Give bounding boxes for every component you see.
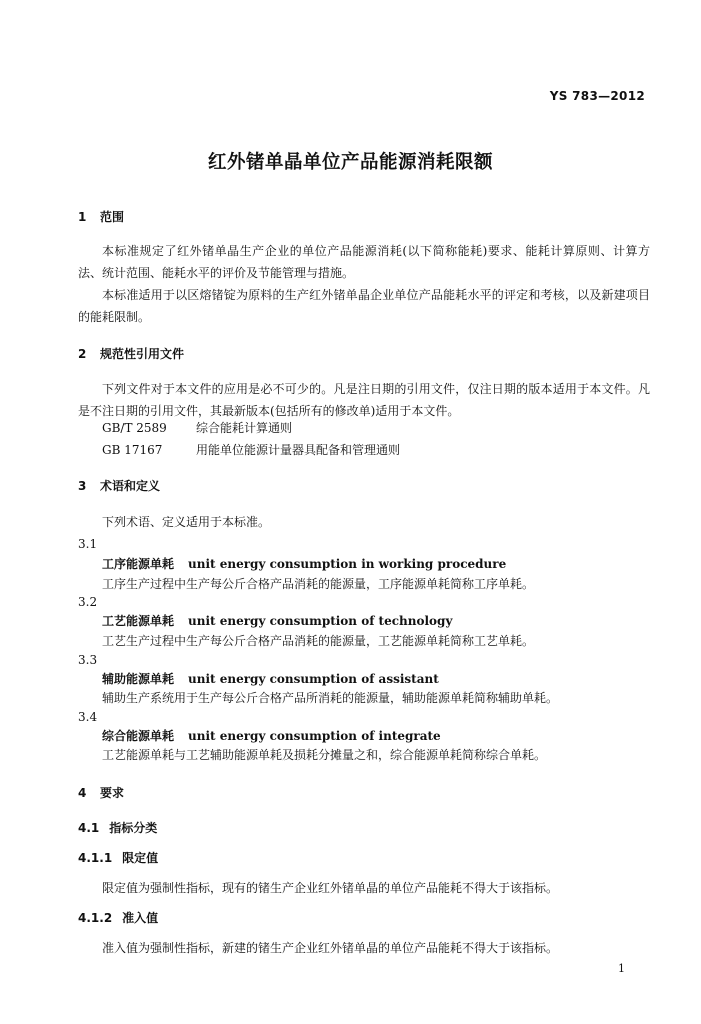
section-title: 术语和定义 (100, 479, 161, 493)
section-title: 范围 (100, 210, 125, 224)
term-english: unit energy consumption in working procedure (188, 557, 507, 571)
section-3-intro: 下列术语、定义适用于本标准。 (102, 515, 271, 529)
reference-item (102, 420, 292, 436)
section-1-paragraph-1: 本标准规定了红外锗单晶生产企业的单位产品能源消耗(以下简称能耗)要求、能耗计算原则、计算方法、统计范围、能耗水平的评价及节能管理与措施。 (78, 244, 650, 280)
section-number: 4 (78, 786, 87, 800)
standard-code: YS 783—2012 (549, 89, 645, 103)
subsection-4-1-1-heading (78, 850, 158, 866)
reference-name: 用能单位能源计量器具配备和管理通则 (196, 443, 401, 457)
term-english: unit energy consumption of technology (188, 614, 453, 628)
section-title: 规范性引用文件 (100, 347, 185, 361)
section-3-heading (78, 478, 160, 494)
subsection-title: 指标分类 (109, 821, 158, 835)
term-definition: 工艺生产过程中生产每公斤合格产品消耗的能源量，工艺能源单耗简称工艺单耗。 (102, 634, 535, 648)
section-2-paragraph: 下列文件对于本文件的应用是必不可少的。凡是注日期的引用文件，仅注日期的版本适用于本文件。凡是不注日期的引用文件，其最新版本(包括所有的修改单)适用于本文件。 (78, 382, 650, 418)
section-title: 要求 (100, 786, 125, 800)
subsection-4-1-2-heading (78, 910, 158, 926)
term-heading (102, 613, 452, 629)
subsection-number: 4.1.2 (78, 911, 113, 925)
subsection-4-1-2-text: 准入值为强制性指标，新建的锗生产企业红外锗单晶的单位产品能耗不得大于该指标。 (102, 941, 559, 955)
section-number: 1 (78, 210, 87, 224)
term-heading (102, 671, 439, 687)
term-english: unit energy consumption of integrate (188, 729, 441, 743)
subsection-number: 4.1.1 (78, 851, 113, 865)
term-chinese: 综合能源单耗 (102, 729, 175, 743)
term-heading (102, 556, 506, 572)
term-number: 3.1 (78, 537, 98, 551)
term-definition: 工序生产过程中生产每公斤合格产品消耗的能源量，工序能源单耗简称工序单耗。 (102, 577, 535, 591)
term-chinese: 工艺能源单耗 (102, 614, 175, 628)
page-number: 1 (618, 962, 625, 975)
section-number: 3 (78, 479, 87, 493)
section-number: 2 (78, 347, 87, 361)
subsection-4-1-heading (78, 820, 157, 836)
subsection-number: 4.1 (78, 821, 100, 835)
reference-name: 综合能耗计算通则 (196, 421, 293, 435)
subsection-title: 限定值 (122, 851, 159, 865)
term-chinese: 工序能源单耗 (102, 557, 175, 571)
subsection-4-1-1-text: 限定值为强制性指标，现有的锗生产企业红外锗单晶的单位产品能耗不得大于该指标。 (102, 881, 559, 895)
subsection-title: 准入值 (122, 911, 159, 925)
document-title: 红外锗单晶单位产品能源消耗限额 (207, 152, 493, 173)
section-2-heading (78, 346, 184, 362)
reference-item (102, 442, 400, 458)
section-4-heading (78, 785, 124, 801)
reference-code: GB/T 2589 (102, 421, 167, 435)
section-1-heading (78, 209, 124, 225)
term-definition: 辅助生产系统用于生产每公斤合格产品所消耗的能源量，辅助能源单耗简称辅助单耗。 (102, 691, 559, 705)
term-number: 3.2 (78, 595, 98, 609)
term-number: 3.4 (78, 710, 98, 724)
term-definition: 工艺能源单耗与工艺辅助能源单耗及损耗分摊量之和，综合能源单耗简称综合单耗。 (102, 748, 547, 762)
term-heading (102, 728, 441, 744)
term-chinese: 辅助能源单耗 (102, 672, 175, 686)
reference-code: GB 17167 (102, 443, 163, 457)
section-1-paragraph-2: 本标准适用于以区熔锗锭为原料的生产红外锗单晶企业单位产品能耗水平的评定和考核，以及新建项目的能耗限制。 (78, 288, 650, 324)
term-english: unit energy consumption of assistant (188, 672, 439, 686)
term-number: 3.3 (78, 653, 98, 667)
